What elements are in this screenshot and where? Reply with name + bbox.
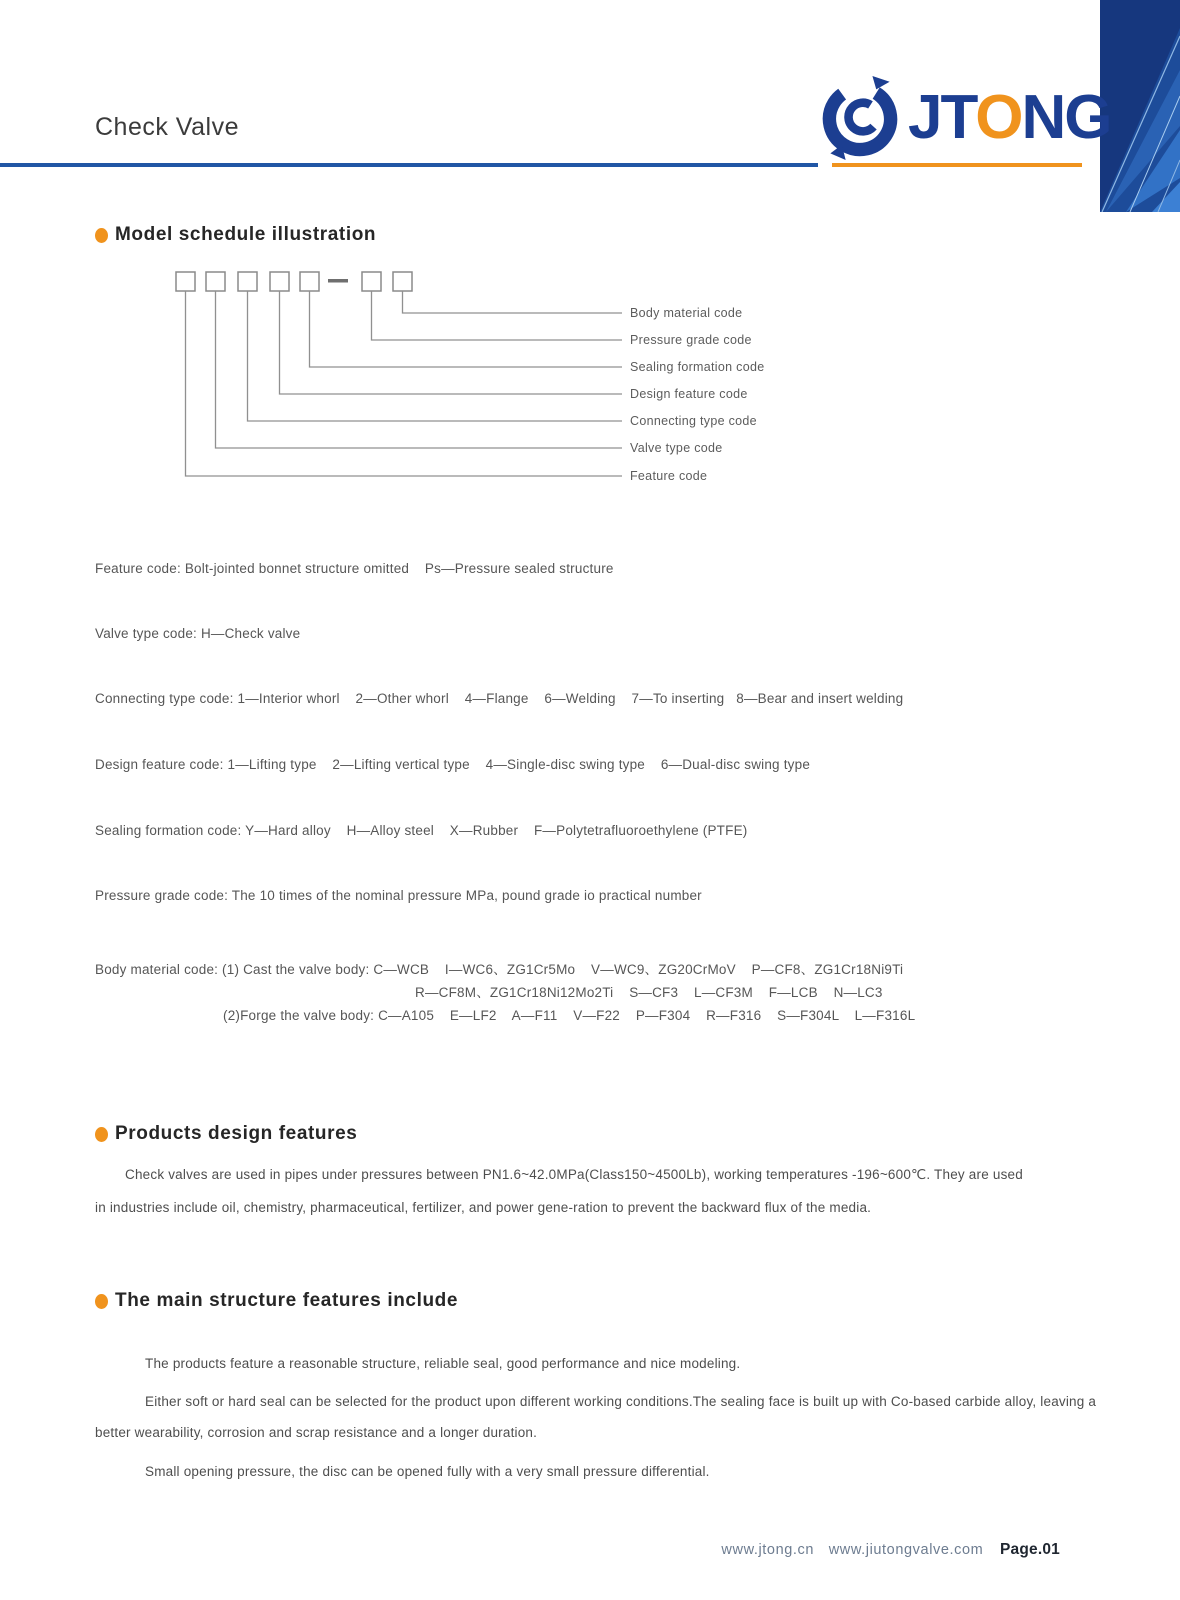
header-rule-orange: [832, 163, 1082, 167]
design-features-paragraph: Check valves are used in pipes under pressures between PN1.6~42.0MPa(Class150~4500Lb), working temperatures -196~600℃. They are used in industries include oil, chemistry, pharmaceutical, fertilizer, and power gene-ration to prevent the backward flux of the media.: [95, 1167, 1023, 1215]
corner-stripes-graphic: [1100, 0, 1180, 212]
footer-page-number: Page.01: [1000, 1541, 1060, 1558]
diagram-label-sealing-formation: Sealing formation code: [630, 360, 765, 374]
brand-logo: [816, 74, 1110, 162]
page-footer: [711, 1541, 1060, 1559]
corner-decoration: [1100, 0, 1180, 212]
section-heading-model-schedule: [95, 224, 376, 246]
brand-text-prefix: JT: [908, 83, 976, 152]
footer-url-jiutongvalve: www.jiutongvalve.com: [828, 1542, 984, 1558]
note-valve-type-code: Valve type code: H—Check valve: [95, 626, 301, 641]
brand-wordmark: [908, 75, 1110, 161]
note-sealing-formation-code: Sealing formation code: Y—Hard alloy H—Alloy steel X—Rubber F—Polytetrafluoroethylene (PTFE): [95, 823, 748, 838]
structure-paragraph-2: Either soft or hard seal can be selected for the product upon different working conditions.The sealing face is built up with Co-based carbide alloy, leaving a better wearability, corrosion and scrap resistance and a longer duration.: [95, 1394, 1097, 1440]
diagram-label-connecting-type: Connecting type code: [630, 414, 757, 428]
note-body-material-forge: (2)Forge the valve body: C—A105 E—LF2 A—F11 V—F22 P—F304 R—F316 S—F304L L—F316L: [223, 1008, 916, 1023]
structure-paragraph-3: Small opening pressure, the disc can be opened fully with a very small pressure differential.: [145, 1464, 710, 1479]
model-code-diagram: [150, 260, 640, 490]
note-feature-code: Feature code: Bolt-jointed bonnet structure omitted Ps—Pressure sealed structure: [95, 561, 614, 576]
orange-bullet-icon: [95, 228, 108, 243]
note-body-material-cast-cont: R—CF8M、ZG1Cr18Ni12Mo2Ti S—CF3 L—CF3M F—LCB N—LC3: [415, 985, 883, 1000]
diagram-label-design-feature: Design feature code: [630, 387, 748, 401]
model-code-dash: [328, 279, 348, 283]
structure-paragraph-1: The products feature a reasonable structure, reliable seal, good performance and nice modeling.: [145, 1356, 741, 1371]
diagram-label-pressure-grade: Pressure grade code: [630, 333, 752, 347]
note-body-material-cast: Body material code: (1) Cast the valve body: C—WCB I—WC6、ZG1Cr5Mo V—WC9、ZG20CrMoV P—CF8、ZG1Cr18Ni9Ti: [95, 962, 904, 977]
diagram-label-valve-type: Valve type code: [630, 441, 723, 455]
orange-bullet-icon: [95, 1127, 108, 1142]
section-heading-main-structure: [95, 1290, 458, 1312]
section-heading-text: The main structure features include: [115, 1290, 459, 1311]
note-connecting-type-code: Connecting type code: 1—Interior whorl 2—Other whorl 4—Flange 6—Welding 7—To inserting 8—Bear and insert welding: [95, 691, 904, 706]
footer-url-jtong: www.jtong.cn: [721, 1542, 815, 1558]
brand-emblem-icon: [816, 75, 904, 161]
brand-letter-o: O: [975, 83, 1022, 152]
header-rule-blue: [0, 163, 818, 167]
section-heading-design-features: [95, 1123, 357, 1145]
diagram-label-body-material: Body material code: [630, 306, 743, 320]
orange-bullet-icon: [95, 1294, 108, 1309]
section-heading-text: Model schedule illustration: [115, 224, 377, 245]
brand-text-suffix: NG: [1021, 83, 1111, 152]
note-design-feature-code: Design feature code: 1—Lifting type 2—Lifting vertical type 4—Single-disc swing type 6—Dual-disc swing type: [95, 757, 811, 772]
page-title: Check Valve: [95, 113, 239, 141]
section-heading-text: Products design features: [115, 1123, 358, 1144]
note-pressure-grade-code: Pressure grade code: The 10 times of the nominal pressure MPa, pound grade io practical number: [95, 888, 702, 903]
diagram-label-feature-code: Feature code: [630, 469, 708, 483]
